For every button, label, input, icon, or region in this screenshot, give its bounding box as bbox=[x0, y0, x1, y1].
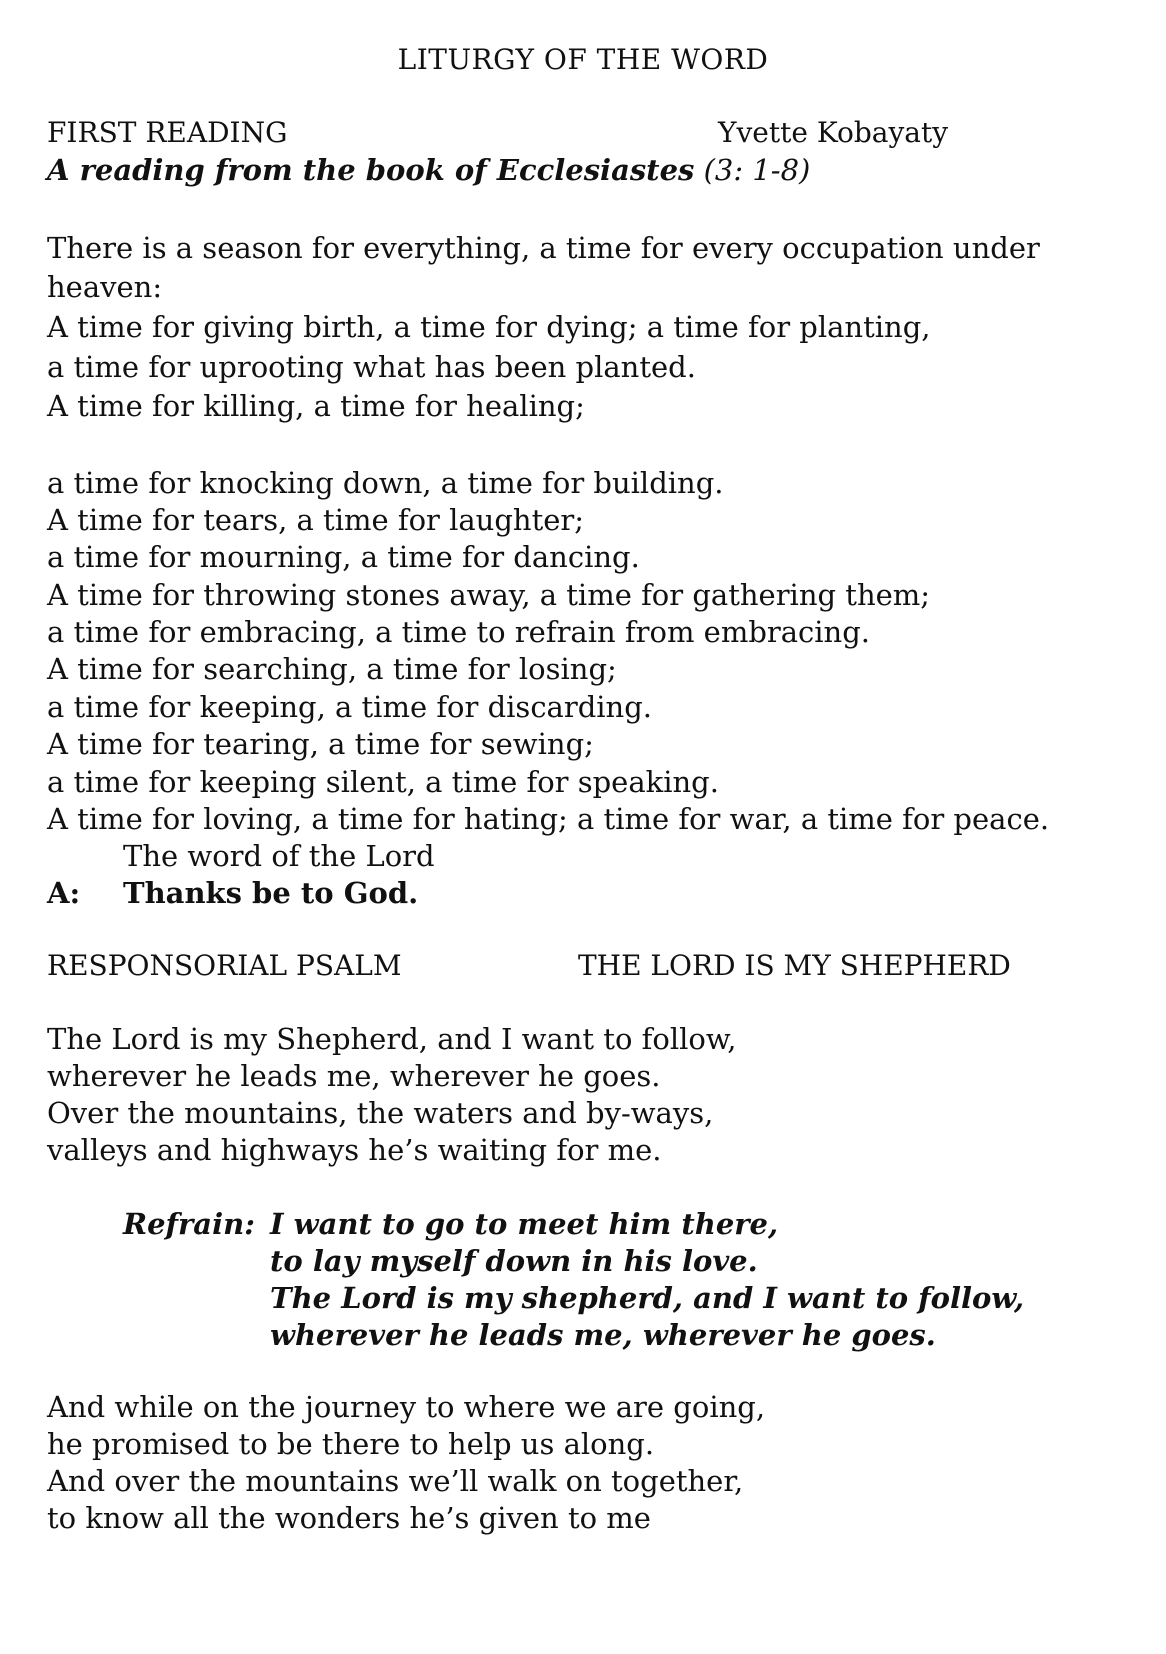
refrain-label: Refrain: bbox=[123, 1207, 255, 1241]
refrain-line: to lay myself down in his love. bbox=[270, 1244, 758, 1278]
psalm-verse-line: And over the mountains we’ll walk on together, bbox=[47, 1464, 744, 1498]
psalm-verse-line: Over the mountains, the waters and by-ways, bbox=[47, 1096, 714, 1130]
refrain-line: wherever he leads me, wherever he goes. bbox=[270, 1318, 936, 1352]
psalm-heading: RESPONSORIAL PSALM bbox=[47, 949, 402, 982]
reading-line: a time for keeping, a time for discarding. bbox=[47, 690, 653, 724]
reading-line: A time for loving, a time for hating; a time for war, a time for peace. bbox=[47, 802, 1050, 836]
first-reading-heading: FIRST READING bbox=[47, 116, 288, 149]
response-text: Thanks be to God. bbox=[123, 876, 419, 910]
psalm-title: THE LORD IS MY SHEPHERD bbox=[578, 949, 1011, 982]
reading-line: A time for tearing, a time for sewing; bbox=[47, 727, 594, 761]
psalm-verse-line: valleys and highways he’s waiting for me. bbox=[47, 1133, 662, 1167]
first-reading-reference: (3: 1-8) bbox=[703, 153, 811, 187]
reading-line: A time for throwing stones away, a time for gathering them; bbox=[47, 578, 931, 612]
reading-line: a time for embracing, a time to refrain from embracing. bbox=[47, 615, 871, 649]
psalm-verse-line: And while on the journey to where we are going, bbox=[47, 1390, 766, 1424]
first-reading-source bbox=[47, 152, 810, 188]
reading-line: There is a season for everything, a time for every occupation under bbox=[47, 231, 1040, 265]
reading-line: a time for mourning, a time for dancing. bbox=[47, 540, 640, 574]
reading-closing: The word of the Lord bbox=[123, 839, 435, 873]
first-reading-book: A reading from the book of Ecclesiastes bbox=[47, 153, 695, 187]
reading-line: A time for giving birth, a time for dying; a time for planting, bbox=[47, 310, 931, 344]
psalm-verse-line: wherever he leads me, wherever he goes. bbox=[47, 1059, 661, 1093]
reading-line: a time for knocking down, a time for building. bbox=[47, 466, 724, 500]
psalm-verse-line: he promised to be there to help us along. bbox=[47, 1427, 655, 1461]
psalm-verse-line: to know all the wonders he’s given to me bbox=[47, 1501, 651, 1535]
reading-line: A time for tears, a time for laughter; bbox=[47, 503, 585, 537]
reading-line: heaven: bbox=[47, 270, 163, 304]
response-label: A: bbox=[47, 876, 81, 910]
reading-line: A time for searching, a time for losing; bbox=[47, 652, 617, 686]
first-reading-reader: Yvette Kobayaty bbox=[718, 116, 949, 149]
reading-line: A time for killing, a time for healing; bbox=[47, 389, 585, 423]
page-title: LITURGY OF THE WORD bbox=[397, 43, 769, 76]
refrain-line: I want to go to meet him there, bbox=[270, 1207, 779, 1241]
reading-line: a time for uprooting what has been planted. bbox=[47, 350, 696, 384]
refrain-line: The Lord is my shepherd, and I want to follow, bbox=[270, 1281, 1025, 1315]
reading-line: a time for keeping silent, a time for speaking. bbox=[47, 765, 719, 799]
psalm-verse-line: The Lord is my Shepherd, and I want to follow, bbox=[47, 1022, 737, 1056]
